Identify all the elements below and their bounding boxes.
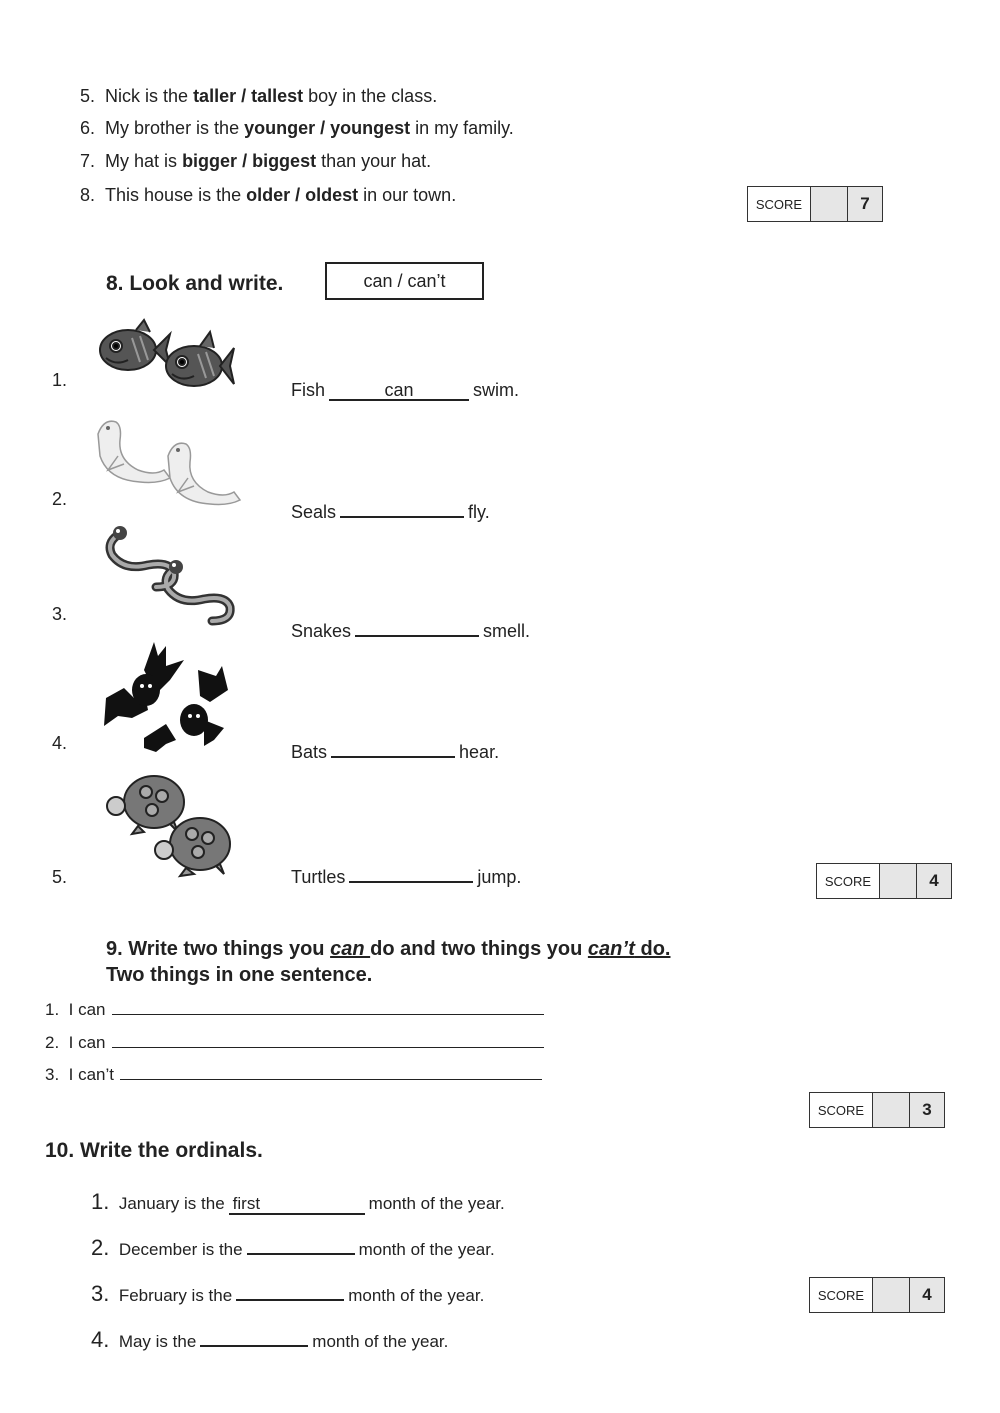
answer-blank[interactable]: can: [329, 381, 469, 401]
item-number: 1.: [91, 1189, 110, 1214]
fish-icon: [96, 318, 236, 398]
score-input[interactable]: [872, 1093, 909, 1127]
answer-blank[interactable]: first: [229, 1195, 365, 1215]
item-number: 3.: [91, 1281, 110, 1306]
item-number: 3.: [52, 604, 68, 624]
ordinal-row: [91, 1189, 505, 1215]
score-label: SCORE: [824, 873, 872, 889]
score-box: [816, 863, 952, 899]
choice-words[interactable]: taller / tallest: [193, 86, 304, 106]
ordinal-row: [91, 1235, 495, 1261]
sentence-end: hear.: [459, 742, 500, 762]
sentence-row: [291, 502, 490, 523]
heading-emphasis: can: [330, 938, 371, 960]
sentence-end: in our town.: [358, 185, 457, 205]
section-heading: 8. Look and write.: [106, 272, 284, 295]
item-number: 2.: [45, 1033, 60, 1052]
sentence-end: fly.: [468, 502, 490, 522]
answer-line[interactable]: [112, 1014, 544, 1015]
sentence-end: swim.: [473, 380, 520, 400]
score-input[interactable]: [810, 187, 847, 221]
section-subheading: Two things in one sentence.: [106, 964, 373, 986]
score-label: SCORE: [817, 1102, 865, 1118]
sentence-row: [291, 742, 499, 763]
item-number: 8.: [80, 185, 96, 205]
heading-text: do.: [634, 938, 671, 960]
sentence-start: This house is the: [105, 185, 247, 205]
seal-icon: [88, 416, 243, 508]
line-prefix: I can: [68, 1033, 106, 1052]
section-heading: 10. Write the ordinals.: [45, 1139, 263, 1162]
score-max: 7: [847, 187, 882, 221]
item-number: 5.: [80, 86, 96, 106]
sentence-row: [291, 380, 519, 401]
score-box: [809, 1277, 945, 1313]
sentence-start: January is the: [118, 1194, 225, 1213]
choice-words[interactable]: older / oldest: [246, 185, 359, 205]
sentence-subject: Turtles: [291, 867, 346, 887]
line-prefix: I can’t: [68, 1065, 114, 1084]
choice-words[interactable]: bigger / biggest: [182, 151, 317, 171]
item-number: 7.: [80, 151, 96, 171]
sentence-end: month of the year.: [368, 1194, 505, 1213]
sentence-start: December is the: [118, 1240, 243, 1259]
comparative-item: [80, 151, 431, 172]
score-box: [747, 186, 883, 222]
heading-text: 9. Write two things you: [106, 938, 331, 960]
score-input[interactable]: [879, 864, 916, 898]
ordinal-row: [91, 1327, 448, 1353]
sentence-subject: Bats: [291, 742, 328, 762]
sentence-end: jump.: [477, 867, 522, 887]
heading-emphasis: can’t: [587, 938, 635, 960]
heading-text: do and two things you: [370, 938, 588, 960]
comparative-item: [80, 86, 437, 107]
sentence-end: month of the year.: [348, 1286, 485, 1305]
score-label: SCORE: [755, 196, 803, 212]
sentence-start: Nick is the: [105, 86, 194, 106]
score-max: 3: [909, 1093, 944, 1127]
snake-icon: [100, 525, 240, 625]
turtle-icon: [104, 770, 240, 880]
item-number: 2.: [52, 489, 68, 509]
item-number: 1.: [52, 370, 68, 390]
answer-blank[interactable]: [247, 1253, 355, 1255]
write-line: [45, 1000, 548, 1020]
item-number: 5.: [52, 867, 68, 887]
score-box: [809, 1092, 945, 1128]
item-number: 6.: [80, 118, 96, 138]
item-number: 4.: [52, 733, 68, 753]
sentence-end: in my family.: [410, 118, 514, 138]
sentence-row: [291, 867, 521, 888]
item-number: 1.: [45, 1000, 60, 1019]
answer-line[interactable]: [120, 1079, 542, 1080]
score-max: 4: [916, 864, 951, 898]
answer-blank[interactable]: [340, 516, 464, 518]
sentence-row: [291, 621, 530, 642]
choice-words[interactable]: younger / youngest: [244, 118, 411, 138]
line-prefix: I can: [68, 1000, 106, 1019]
sentence-end: than your hat.: [316, 151, 432, 171]
answer-line[interactable]: [112, 1047, 544, 1048]
bat-icon: [104, 640, 230, 756]
answer-blank[interactable]: [236, 1299, 344, 1301]
sentence-end: month of the year.: [358, 1240, 495, 1259]
sentence-start: My hat is: [105, 151, 183, 171]
answer-blank[interactable]: [200, 1345, 308, 1347]
sentence-start: February is the: [118, 1286, 233, 1305]
section-heading: [106, 938, 670, 961]
comparative-item: [80, 118, 514, 139]
answer-blank[interactable]: [331, 756, 455, 758]
score-label: SCORE: [817, 1287, 865, 1303]
score-max: 4: [909, 1278, 944, 1312]
sentence-end: smell.: [483, 621, 531, 641]
sentence-end: month of the year.: [312, 1332, 449, 1351]
sentence-subject: Snakes: [291, 621, 352, 641]
score-input[interactable]: [872, 1278, 909, 1312]
sentence-subject: Seals: [291, 502, 337, 522]
answer-blank[interactable]: [355, 635, 479, 637]
word-box: can / can’t: [325, 262, 484, 300]
answer-blank[interactable]: [349, 881, 473, 883]
comparative-item: [80, 185, 456, 206]
sentence-subject: Fish: [291, 380, 326, 400]
sentence-end: boy in the class.: [303, 86, 438, 106]
ordinal-row: [91, 1281, 484, 1307]
item-number: 2.: [91, 1235, 110, 1260]
item-number: 4.: [91, 1327, 110, 1352]
write-line: [45, 1065, 546, 1085]
write-line: [45, 1033, 548, 1053]
sentence-start: My brother is the: [105, 118, 245, 138]
item-number: 3.: [45, 1065, 60, 1084]
sentence-start: May is the: [118, 1332, 197, 1351]
